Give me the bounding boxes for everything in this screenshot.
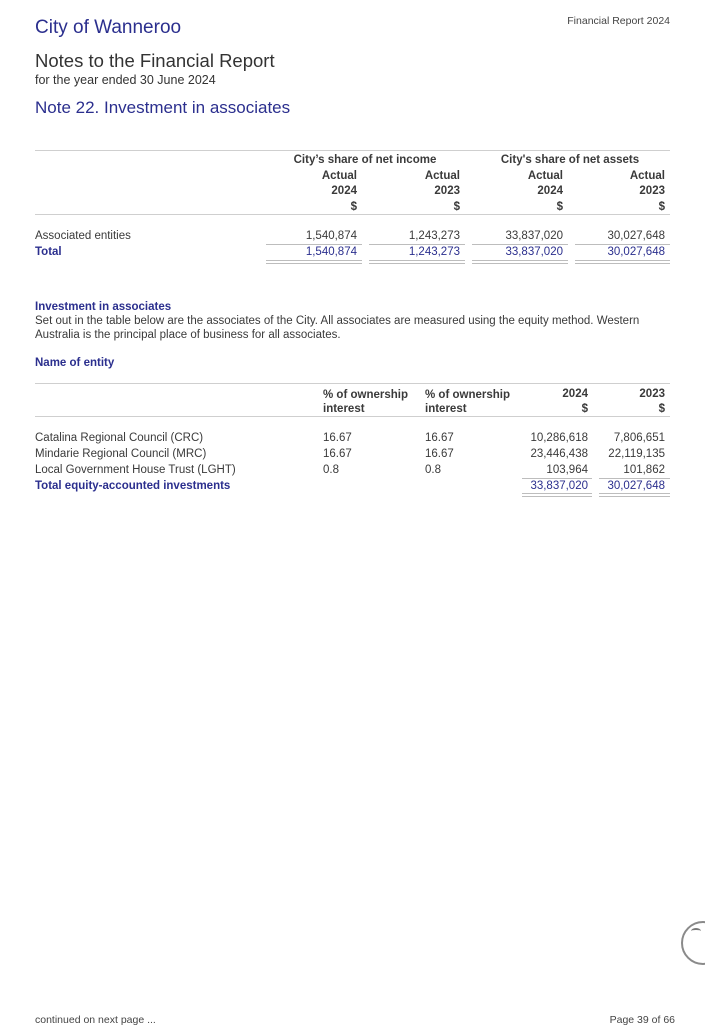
total-top-rule (599, 478, 670, 479)
cell-value: 101,862 (623, 464, 665, 476)
cell-value: 22,119,135 (608, 448, 665, 460)
total-top-rule (369, 244, 465, 245)
total-top-rule (575, 244, 670, 245)
total-value: 33,837,020 (530, 480, 588, 492)
total-label: Total equity-accounted investments (35, 480, 231, 492)
col-header-interest: interest (425, 403, 467, 415)
cell-value: 10,286,618 (530, 432, 588, 444)
table-top-rule (35, 383, 670, 384)
col-header-year: 2023 (639, 185, 665, 197)
total-value: 33,837,020 (505, 246, 563, 258)
header-bottom-rule (35, 416, 670, 417)
total-top-rule (472, 244, 568, 245)
note-heading: Note 22. Investment in associates (35, 98, 291, 117)
total-double-rule (575, 260, 670, 264)
col-header-actual: Actual (629, 170, 665, 182)
ownership-value: 0.8 (323, 464, 339, 476)
page-subtitle: for the year ended 30 June 2024 (35, 73, 216, 87)
ownership-value: 0.8 (425, 464, 441, 476)
col-header-actual: Actual (321, 170, 357, 182)
col-header-year: 2023 (434, 185, 460, 197)
entity-heading: Name of entity (35, 357, 115, 369)
ownership-value: 16.67 (425, 432, 454, 444)
cell-value: 7,806,651 (613, 432, 665, 444)
header-bottom-rule (35, 214, 670, 215)
total-value: 30,027,648 (607, 246, 665, 258)
col-header-unit: $ (581, 403, 588, 415)
col-header-year: 2024 (562, 388, 588, 400)
cell-value: 103,964 (546, 464, 588, 476)
section-description: Set out in the table below are the associates of the City. All associates are measured using the equity method. Western Australia is the principal place of business for all associates. (35, 315, 640, 341)
ownership-value: 16.67 (425, 448, 454, 460)
page-seal-icon (681, 921, 705, 965)
total-double-rule (522, 493, 592, 497)
total-value: 1,243,273 (408, 246, 460, 258)
total-double-rule (599, 493, 670, 497)
total-value: 30,027,648 (607, 480, 665, 492)
ownership-value: 16.67 (323, 432, 352, 444)
total-double-rule (266, 260, 362, 264)
entity-name: Catalina Regional Council (CRC) (35, 432, 204, 444)
col-header-year: 2023 (639, 388, 665, 400)
col-header-interest: interest (323, 403, 365, 415)
col-header-ownership: % of ownership (323, 389, 408, 401)
entity-name: Local Government House Trust (LGHT) (35, 464, 236, 476)
col-header-actual: Actual (424, 170, 460, 182)
row-label: Associated entities (35, 230, 131, 242)
total-value: 1,540,874 (305, 246, 357, 258)
total-top-rule (522, 478, 592, 479)
cell-value: 1,540,874 (305, 230, 357, 242)
page-number: Page 39 of 66 (609, 1014, 675, 1026)
organisation-name: City of Wanneroo (35, 17, 182, 38)
col-header-year: 2024 (331, 185, 357, 197)
section-heading: Investment in associates (35, 301, 172, 313)
total-double-rule (472, 260, 568, 264)
table-top-rule (35, 150, 670, 151)
col-header-ownership: % of ownership (425, 389, 510, 401)
col-header-unit: $ (556, 201, 563, 213)
cell-value: 1,243,273 (408, 230, 460, 242)
page-title: Notes to the Financial Report (35, 50, 275, 71)
ownership-value: 16.67 (323, 448, 352, 460)
report-label: Financial Report 2024 (567, 15, 670, 27)
col-header-year: 2024 (537, 185, 563, 197)
col-header-unit: $ (350, 201, 357, 213)
group-header-net-assets: City's share of net assets (500, 154, 640, 166)
col-header-unit: $ (658, 403, 665, 415)
cell-value: 33,837,020 (505, 230, 563, 242)
footer-continued: continued on next page ... (35, 1014, 156, 1026)
col-header-unit: $ (658, 201, 665, 213)
total-top-rule (266, 244, 362, 245)
entity-name: Mindarie Regional Council (MRC) (35, 448, 207, 460)
total-double-rule (369, 260, 465, 264)
col-header-actual: Actual (527, 170, 563, 182)
cell-value: 23,446,438 (530, 448, 588, 460)
col-header-unit: $ (453, 201, 460, 213)
total-label: Total (35, 246, 62, 258)
group-header-net-income: City’s share of net income (293, 154, 437, 166)
cell-value: 30,027,648 (607, 230, 665, 242)
